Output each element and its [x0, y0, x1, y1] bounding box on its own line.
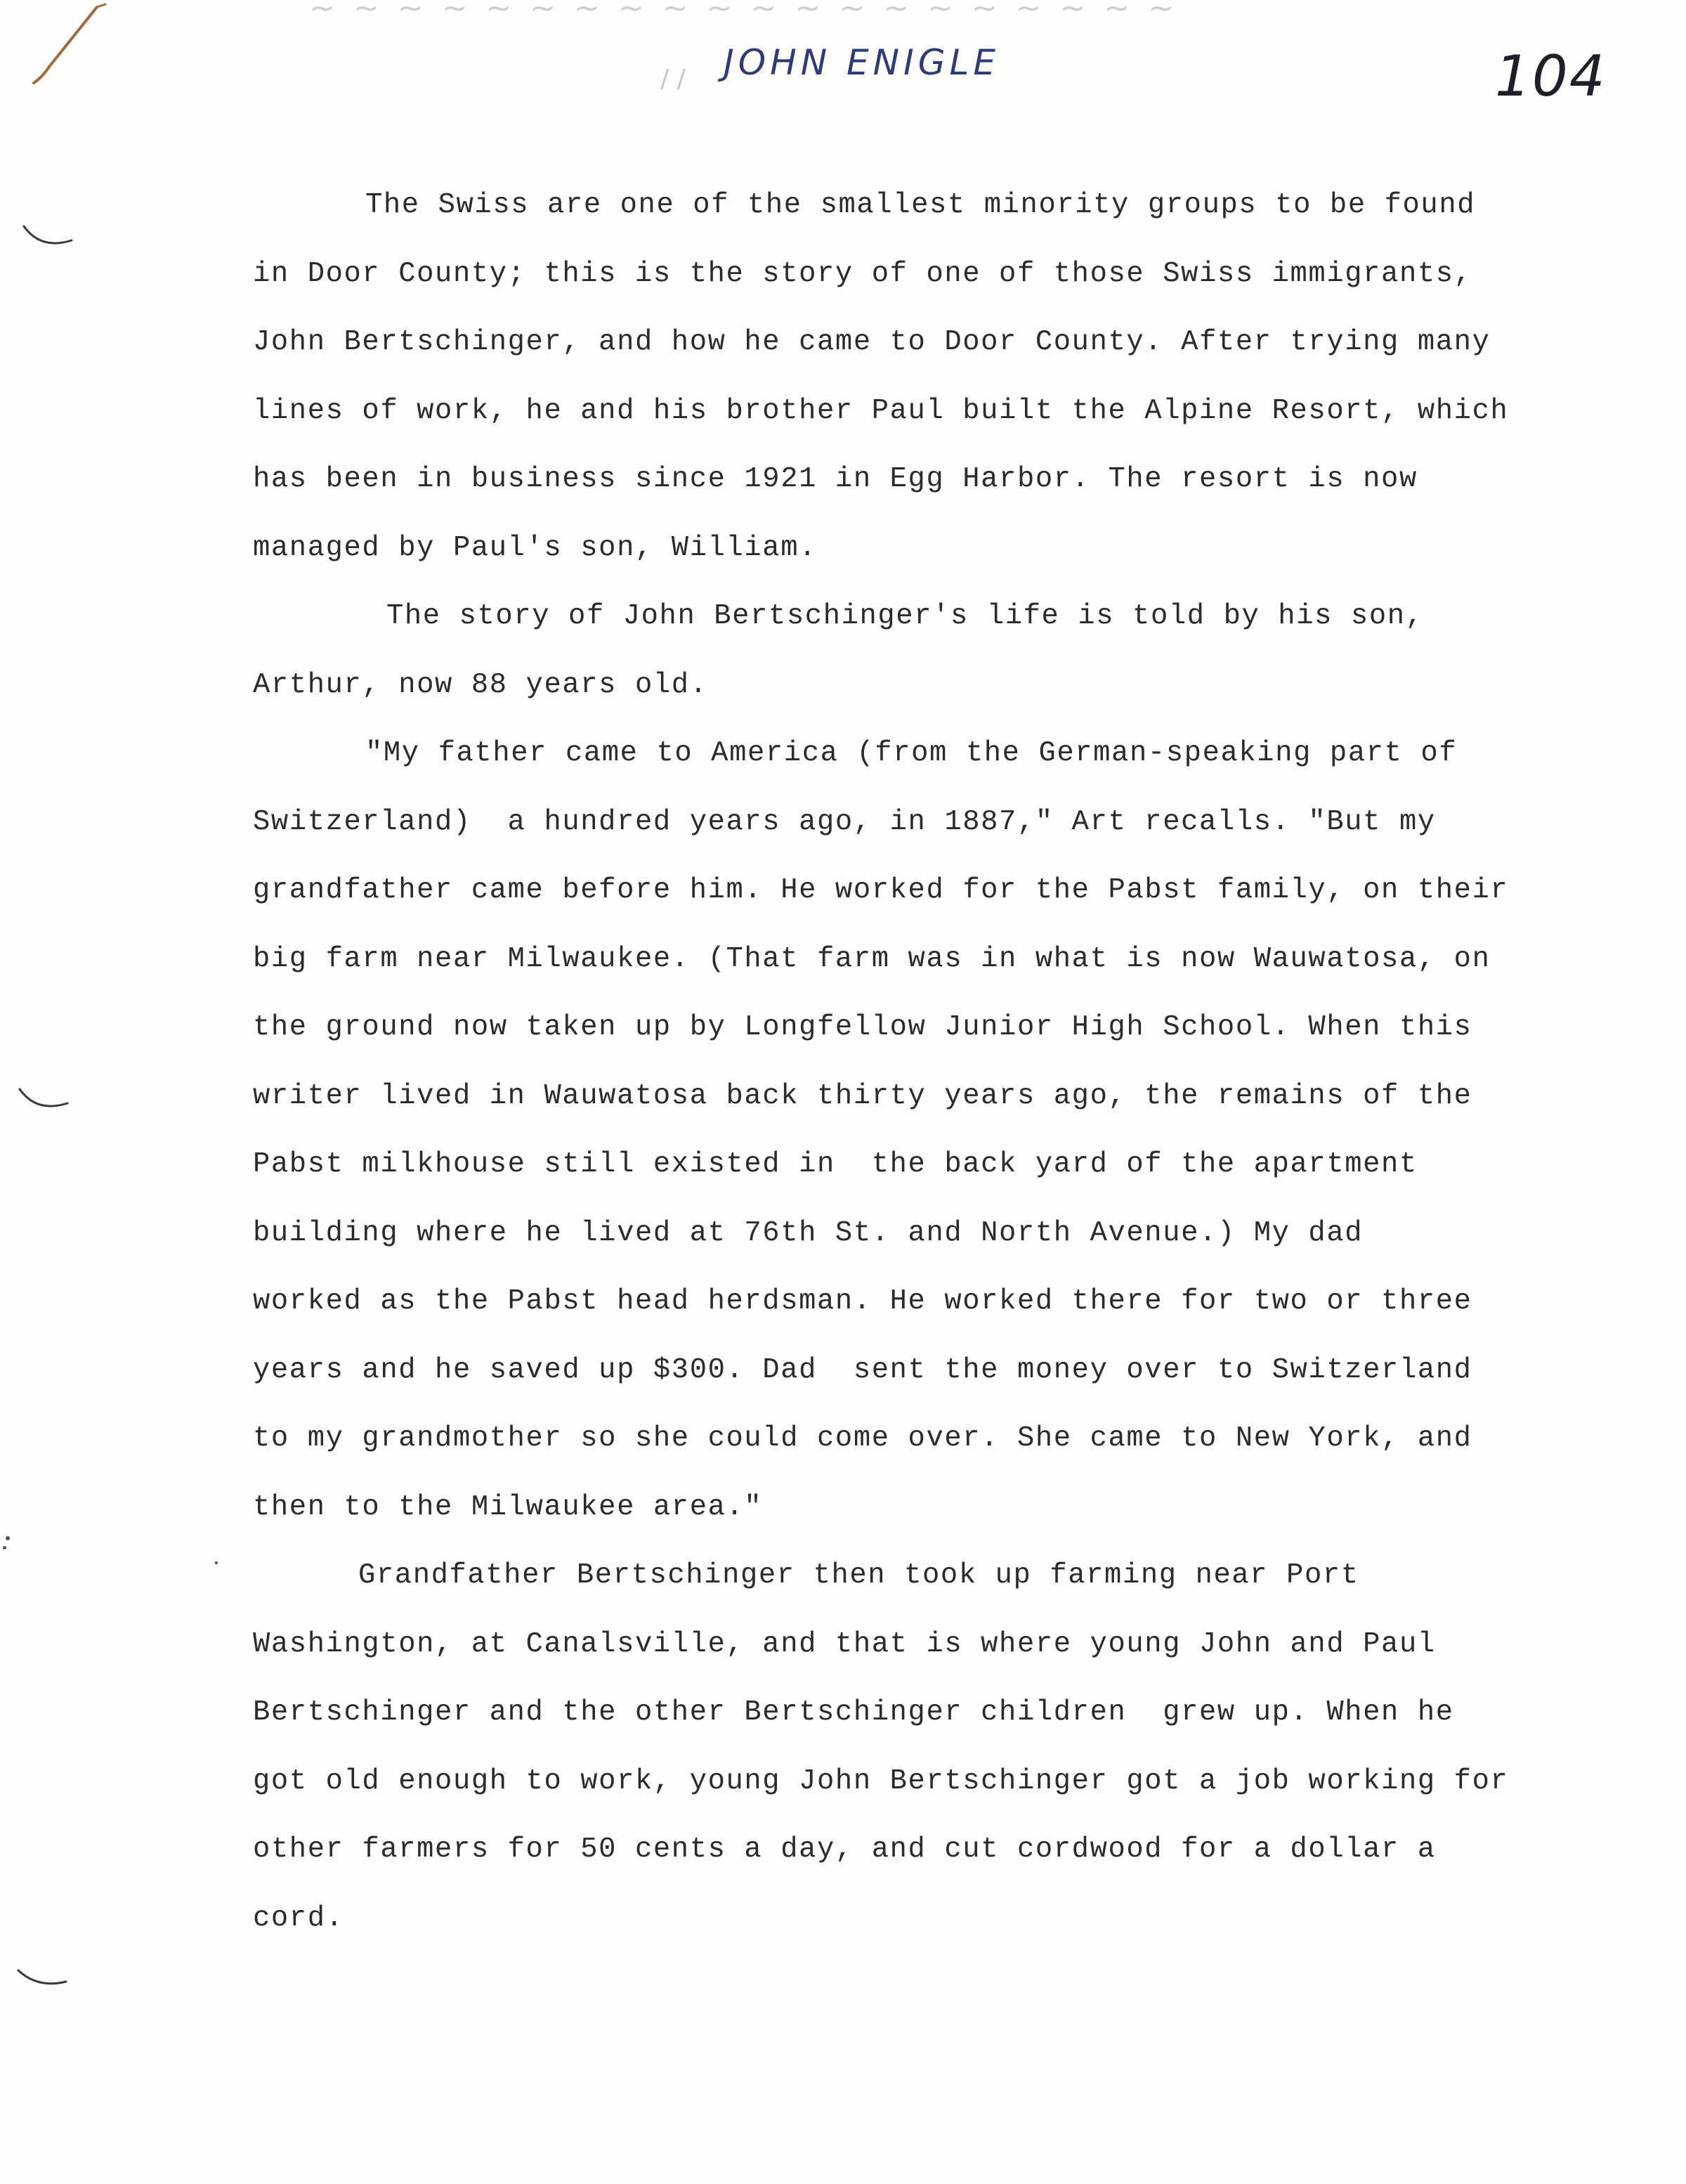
- page-number: 104: [1495, 44, 1607, 109]
- punch-hole-shadow: [14, 1958, 70, 1991]
- margin-speck: [215, 1561, 218, 1564]
- paragraph: Grandfather Bertschinger then took up farming near Port Washington, at Canalsville, and that is where young John and Paul Bertschinger and the other Bertschinger children grew up. When he got old enough to work, young John Bertschinger got a job working for other farmers for 50 cents a day, and cut cordwood for a dollar a cord.: [253, 1559, 1527, 1935]
- paragraph: "My father came to America (from the German-speaking part of Switzerland) a hundred years ago, in 1887," Art recalls. "But my grandfather came before him. He worked for the Pabst family, on their big farm near Milwaukee. (That farm was in what is now Wauwatosa, on the ground now taken up by Longfellow Junior High School. When this writer lived in Wauwatosa back thirty years ago, the remains of the Pabst milkhouse still existed in the back yard of the apartment building where he lived at 76th St. and North Avenue.) My dad worked as the Pabst head herdsman. He worked there for two or three years and he saved up $300. Dad sent the money over to Switzerland to my grandmother so she could come over. She came to New York, and then to the Milwaukee area.": [253, 737, 1527, 1523]
- author-handwritten: JOHN ENIGLE: [724, 42, 1000, 83]
- paragraph: The story of John Bertschinger's life is told by his son, Arthur, now 88 years old.: [253, 600, 1442, 701]
- margin-speck: [3, 1546, 6, 1549]
- paragraph: The Swiss are one of the smallest minority groups to be found in Door County; this is the story of one of those Swiss immigrants, John Bertschinger, and how he came to Door County. After trying many lines of work, he and his brother Paul built the Alpine Resort, which has been in business since 1921 in Egg Harbor. The resort is now managed by Paul's son, William.: [253, 189, 1527, 564]
- article-body: [253, 171, 1527, 1953]
- faded-handwritten-header: ~ ~ ~ ~ ~ ~ ~ ~ ~ ~ ~ ~ ~ ~ ~ ~ ~ ~ ~ ~: [309, 0, 1179, 26]
- margin-speck: [6, 1536, 10, 1540]
- pen-stroke-mark: [21, 0, 112, 91]
- punch-hole-shadow: [15, 1082, 72, 1116]
- punch-hole-shadow: [20, 219, 76, 253]
- faded-tick-mark: / /: [660, 65, 686, 93]
